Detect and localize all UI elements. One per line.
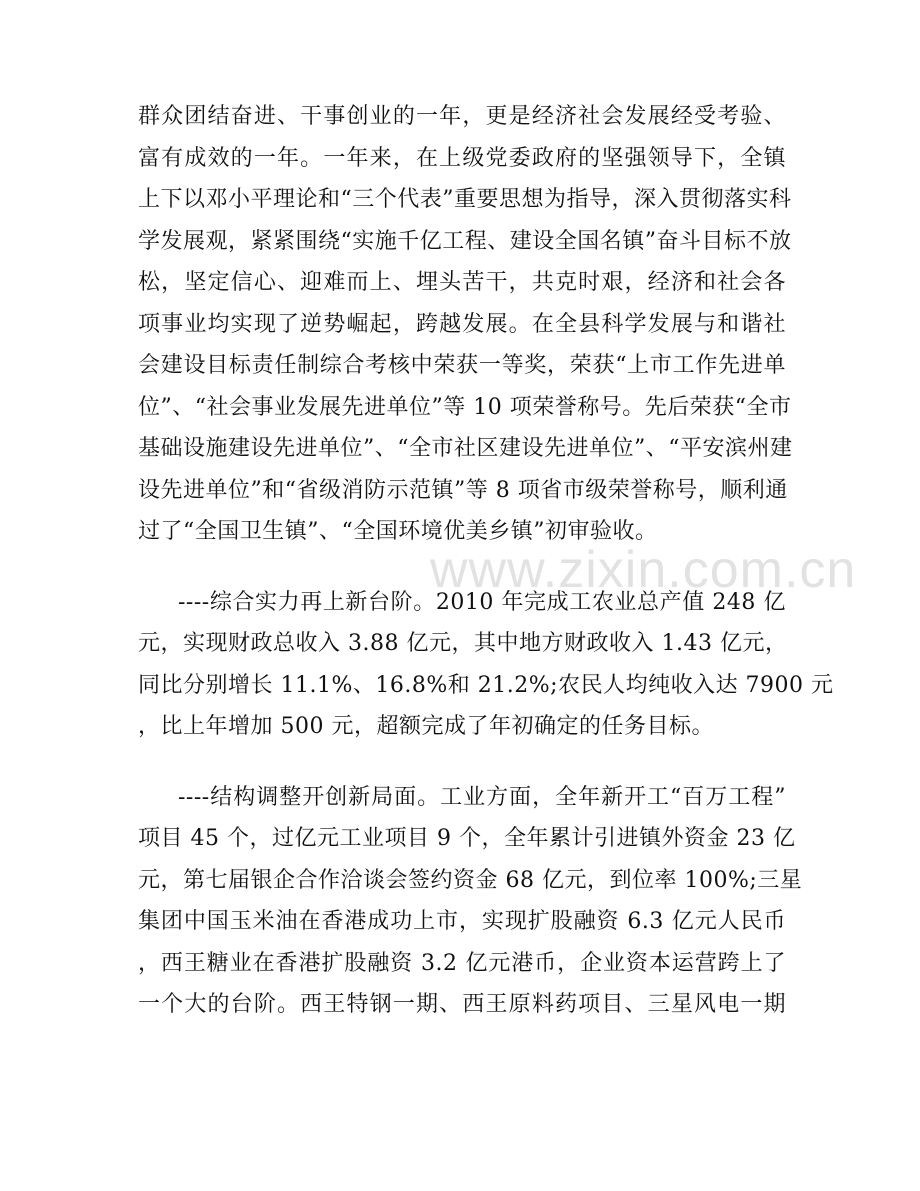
text-line: 群众团结奋进、干事创业的一年，更是经济社会发展经受考验、: [138, 104, 786, 129]
paragraph-gap: [138, 748, 786, 777]
text-line: 基础设施建设先进单位”、“全市社区建设先进单位”、“平安滨州建: [138, 436, 793, 461]
text-line: 集团中国玉米油在香港成功上市，实现扩股融资 6.3 亿元人民币: [138, 909, 786, 934]
paragraph-2: [138, 582, 834, 748]
text-line: 位”、“社会事业发展先进单位”等 10 项荣誉称号。先后荣获“全市: [138, 394, 792, 420]
paragraph-3: [138, 777, 803, 1026]
paragraph-gap: [138, 553, 786, 582]
text-line: 项事业均实现了逆势崛起，跨越发展。在全县科学发展与和谐社: [138, 311, 786, 337]
text-line: ，比上年增加 500 元，超额完成了年初确定的任务目标。: [138, 714, 714, 739]
paragraph-1: [138, 96, 793, 553]
text-line: 学发展观，紧紧围绕“实施千亿工程、建设全国名镇”奋斗目标不放: [138, 228, 792, 254]
document-body: [138, 96, 834, 1026]
text-line: ----结构调整开创新局面。工业方面，全年新开工“百万工程”: [178, 784, 786, 810]
text-line: ----综合实力再上新台阶。2010 年完成工农业总产值 248 亿: [178, 589, 786, 615]
text-line: 上下以邓小平理论和“三个代表”重要思想为指导，深入贯彻落实科: [138, 187, 792, 212]
text-line: 元，第七届银企合作洽谈会签约资金 68 亿元，到位率 100%;三星: [138, 867, 803, 893]
watermark: www.zixin.com.cn: [430, 541, 857, 599]
text-line: 富有成效的一年。一年来，在上级党委政府的坚强领导下，全镇: [138, 145, 786, 171]
text-line: 项目 45 个，过亿元工业项目 9 个，全年累计引进镇外资金 23 亿: [138, 826, 796, 851]
text-line: ，西王糖业在香港扩股融资 3.2 亿元港币，企业资本运营跨上了: [138, 950, 786, 976]
text-line: 设先进单位”和“省级消防示范镇”等 8 项省市级荣誉称号，顺利通: [138, 477, 788, 503]
text-line: 元，实现财政总收入 3.88 亿元，其中地方财政收入 1.43 亿元，: [138, 631, 788, 656]
text-line: 会建设目标责任制综合考核中荣获一等奖，荣获“上市工作先进单: [138, 353, 786, 378]
text-line: 同比分别增长 11.1%、16.8%和 21.2%;农民人均纯收入达 7900 元: [138, 672, 834, 698]
text-line: 松，坚定信心、迎难而上、埋头苦干，共克时艰，经济和社会各: [138, 270, 786, 295]
text-line: 一个大的台阶。西王特钢一期、西王原料药项目、三星风电一期: [138, 992, 786, 1017]
text-line: 过了“全国卫生镇”、“全国环境优美乡镇”初审验收。: [138, 519, 658, 544]
